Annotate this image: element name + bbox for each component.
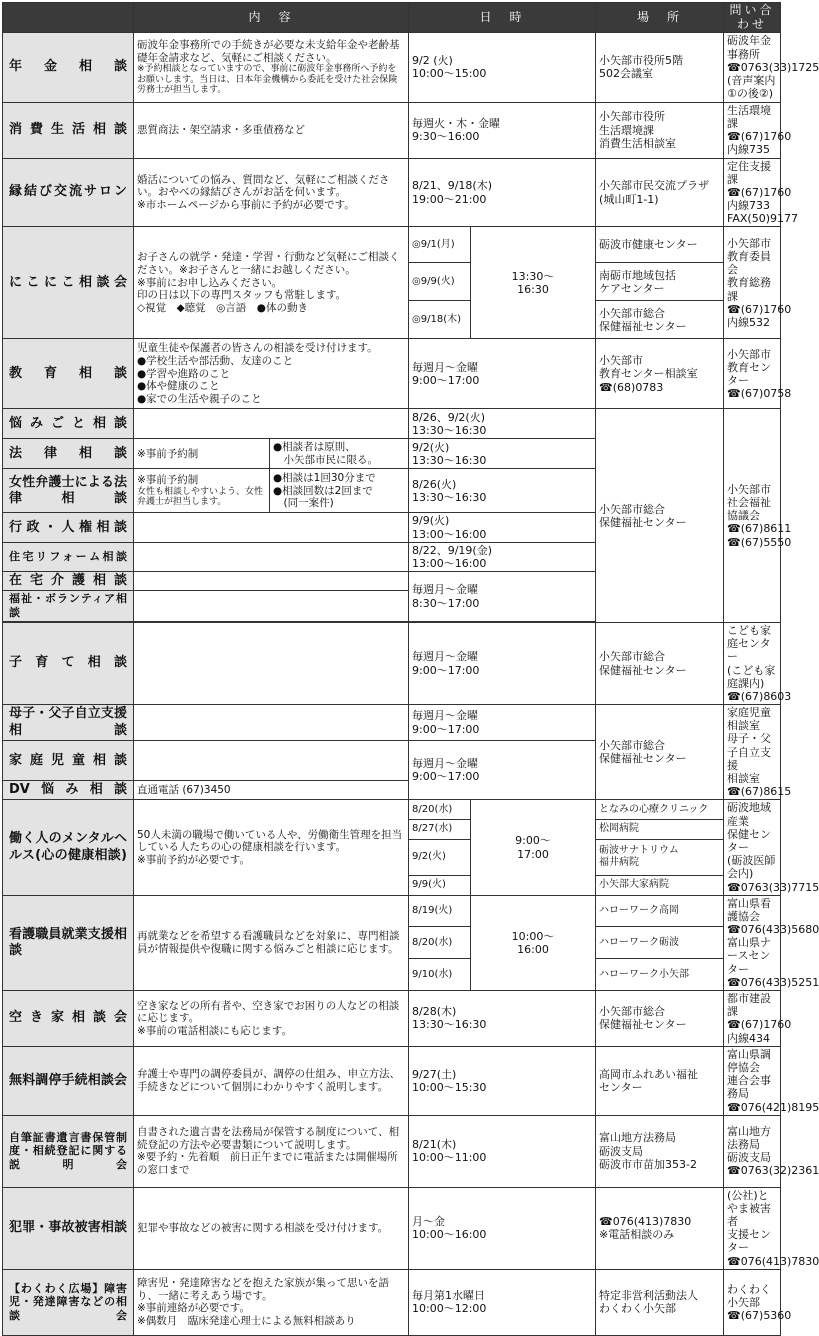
childcare-date: 毎週月〜金曜 9:00〜17:00 xyxy=(409,622,596,704)
table-row xyxy=(3,32,781,102)
table-row xyxy=(3,991,781,1047)
wakuwaku-date: 毎月第1水曜日 10:00〜12:00 xyxy=(409,1269,596,1335)
mental-content: 50人未満の職場で働いている人や、労働衛生管理を担当している人たちの心の健康相談を行います。 ※事前予約が必要です。 xyxy=(134,800,409,895)
consumer-content: 悪質商法・架空請求・多重債務など xyxy=(134,102,409,158)
crime-contact: (公社)とやま被害者 支援センター ☎076(413)7830 xyxy=(724,1187,781,1269)
matchmaking-place: 小矢部市民交流プラザ (城山町1-1) xyxy=(596,158,724,227)
mediation-name: 無料調停手続相談会 xyxy=(3,1046,134,1115)
homecare-content xyxy=(134,572,409,591)
worries-name: 悩みごと相談 xyxy=(3,409,134,439)
nurse-place-1: ハローワーク高岡 xyxy=(596,895,724,927)
table-row xyxy=(3,800,781,820)
header-content: 内 容 xyxy=(134,3,409,33)
nikoniko-name: にこにこ相談会 xyxy=(3,227,134,339)
crime-place: ☎076(413)7830 ※電話相談のみ xyxy=(596,1187,724,1269)
vacant-contact: 都市建設課 ☎(67)1760 内線434 xyxy=(724,991,781,1047)
header-blank xyxy=(3,3,134,33)
nikoniko-date-3: ◎9/18(木) xyxy=(409,301,471,339)
education-date: 毎週月〜金曜 9:00〜17:00 xyxy=(409,339,596,409)
table-row xyxy=(3,409,781,439)
worries-content xyxy=(134,409,409,439)
nurse-date-2: 8/20(水) xyxy=(409,927,471,959)
wakuwaku-contact: わくわく小矢部 ☎(67)5360 xyxy=(724,1269,781,1335)
pension-contact: 砺波年金事務所 ☎0763(33)1725 (音声案内①の後②) xyxy=(724,32,781,102)
shakyo-place: 小矢部市総合 保健福祉センター xyxy=(596,409,724,623)
mediation-date: 9/27(土) 10:00〜15:30 xyxy=(409,1046,596,1115)
matchmaking-date: 8/21、9/18(木) 19:00〜21:00 xyxy=(409,158,596,227)
will-content: 自書された遺言書を法務局が保管する制度について、相続登記の方法や必要書類について説明します。 ※要予約・先着順 前日正午までに電話または開催場所の窓口まで xyxy=(134,1115,409,1187)
mental-time: 9:00〜 17:00 xyxy=(471,800,596,895)
education-place: 小矢部市 教育センター相談室 ☎(68)0783 xyxy=(596,339,724,409)
vacant-name: 空き家相談会 xyxy=(3,991,134,1047)
women-note-cell xyxy=(134,469,270,513)
dv-content: 直通電話 (67)3450 xyxy=(134,781,409,800)
mental-place-4: 小矢部大家病院 xyxy=(596,876,724,896)
reform-date: 8/22、9/19(金) 13:00〜16:00 xyxy=(409,542,596,571)
nikoniko-contact: 小矢部市教育委員会 教育総務課 ☎(67)1760 内線532 xyxy=(724,227,781,339)
family-place: 小矢部市総合 保健福祉センター xyxy=(596,705,724,800)
wakuwaku-content: 障害児・発達障害などを抱えた家族が集って思いを語り、一緒に考えあう場です。 ※事前連絡が必要です。 ※偶数月 臨床発達心理士による無料相談あり xyxy=(134,1269,409,1335)
nikoniko-content: お子さんの就学・発達・学習・行動など気軽にご相談ください。※お子さんと一緒にお越しください。 ※事前にお申し込みください。 印の日は以下の専門スタッフも常駐します。 ◇視覚 ◆聴覚 ◎言語 ●体の動き xyxy=(134,227,409,339)
matchmaking-contact: 定住支援課 ☎(67)1760 内線733 FAX(50)9177 xyxy=(724,158,781,227)
table-row xyxy=(3,158,781,227)
vacant-content: 空き家などの所有者や、空き家でお困りの人などの相談に応じます。 ※事前の電話相談にも応じます。 xyxy=(134,991,409,1047)
nurse-date-1: 8/19(火) xyxy=(409,895,471,927)
header-datetime: 日 時 xyxy=(409,3,596,33)
women-note: ※事前予約制 xyxy=(137,474,199,487)
pension-note: ※予約相談となっていますので、事前に砺波年金事務所へ予約をお願いします。当日は、日本年金機構から委託を受けた社会保険労務士が担当します。 xyxy=(137,64,398,96)
women-date: 8/26(火) 13:30〜16:30 xyxy=(409,469,596,513)
nikoniko-time: 13:30〜 16:30 xyxy=(471,227,596,339)
education-contact: 小矢部市 教育センター ☎(67)0758 xyxy=(724,339,781,409)
homecare-date: 毎週月〜金曜 8:30〜17:00 xyxy=(409,572,596,622)
nurse-place-2: ハローワーク砺波 xyxy=(596,927,724,959)
education-name: 教育相談 xyxy=(3,339,134,409)
consumer-place: 小矢部市役所 生活環境課 消費生活相談室 xyxy=(596,102,724,158)
nikoniko-place-1: 砺波市健康センター xyxy=(596,227,724,263)
mental-contact: 砺波地域産業 保健センター (砺波医師会内) ☎0763(33)7715 xyxy=(724,800,781,895)
consumer-date: 毎週火・木・金曜 9:30〜16:00 xyxy=(409,102,596,158)
shakyo-contact: 小矢部市 社会福祉協議会 ☎(67)8611 ☎(67)5550 xyxy=(724,409,781,623)
consultation-table xyxy=(2,2,819,1336)
nurse-contact: 富山県看護協会 ☎076(433)5680 富山県ナースセンター ☎076(433)5251 xyxy=(724,895,781,990)
table-row xyxy=(3,705,781,741)
dv-date: 毎週月〜金曜 9:00〜17:00 xyxy=(409,741,596,800)
law-note: ※事前予約制 xyxy=(134,439,270,469)
nikoniko-place-3: 小矢部市総合 保健福祉センター xyxy=(596,301,724,339)
worries-date: 8/26、9/2(火) 13:30〜16:30 xyxy=(409,409,596,439)
matchmaking-name: 縁結び交流サロン xyxy=(3,158,134,227)
will-name: 自筆証書遺言書保管制度・相続登記に関する説明会 xyxy=(3,1115,134,1187)
mental-date-4: 9/9(火) xyxy=(409,876,471,896)
nurse-date-3: 9/10(水) xyxy=(409,959,471,991)
nurse-content: 再就業などを希望する看護職員などを対象に、専門相談員が情報提供や復職に関する悩みごと相談に応じます。 xyxy=(134,895,409,990)
header-place: 場 所 xyxy=(596,3,724,33)
will-date: 8/21(木) 10:00〜11:00 xyxy=(409,1115,596,1187)
table-row xyxy=(3,1046,781,1115)
consumer-contact: 生活環境課 ☎(67)1760 内線735 xyxy=(724,102,781,158)
table-row xyxy=(3,895,781,927)
single-parent-content xyxy=(134,705,409,741)
admin-date: 9/9(火) 13:00〜16:00 xyxy=(409,513,596,542)
table-row xyxy=(3,339,781,409)
single-parent-name: 母子・父子自立支援相談 xyxy=(3,705,134,741)
family-contact: 家庭児童相談室 母子・父子自立支援 相談室 ☎(67)8615 xyxy=(724,705,781,800)
home-child-content xyxy=(134,741,409,781)
mental-name: 働く人のメンタルヘルス(心の健康相談) xyxy=(3,800,134,895)
vacant-date: 8/28(木) 13:30〜16:30 xyxy=(409,991,596,1047)
mental-date-1: 8/20(水) xyxy=(409,800,471,820)
single-parent-date: 毎週月〜金曜 9:00〜17:00 xyxy=(409,705,596,741)
nikoniko-date-1: ◎9/1(月) xyxy=(409,227,471,263)
table-row xyxy=(3,102,781,158)
dv-name: DV悩み相談 xyxy=(3,781,134,800)
pension-name: 年金相談 xyxy=(3,32,134,102)
law-rule: ●相談者は原則、 小矢部市民に限る。 xyxy=(270,439,409,469)
homecare-name: 在宅介護相談 xyxy=(3,572,134,591)
nurse-place-3: ハローワーク小矢部 xyxy=(596,959,724,991)
pension-place: 小矢部市役所5階 502会議室 xyxy=(596,32,724,102)
admin-content xyxy=(134,513,409,542)
pension-content-cell xyxy=(134,32,409,102)
mental-place-2: 松岡病院 xyxy=(596,819,724,839)
home-child-name: 家庭児童相談 xyxy=(3,741,134,781)
mediation-contact: 富山県調停協会 連合会事務局 ☎076(421)8195 xyxy=(724,1046,781,1115)
header-contact: 問い合わせ xyxy=(724,3,781,33)
table-row xyxy=(3,227,781,263)
table-row xyxy=(3,1115,781,1187)
welfare-name: 福祉・ボランティア相談 xyxy=(3,591,134,622)
wakuwaku-place: 特定非営利活動法人 わくわく小矢部 xyxy=(596,1269,724,1335)
nikoniko-date-2: ◎9/9(火) xyxy=(409,263,471,301)
childcare-contact: こども家庭センター (こども家庭課内) ☎(67)8603 xyxy=(724,622,781,704)
mental-place-1: となみの心療クリニック xyxy=(596,800,724,820)
matchmaking-content: 婚活についての悩み、質問など、気軽にご相談ください。おやべの縁結びさんがお話を伺います。 ※市ホームページから事前に予約が必要です。 xyxy=(134,158,409,227)
women-rule: ●相談は1回30分まで ●相談回数は2回まで (同一案件) xyxy=(270,469,409,513)
women-law-name: 女性弁護士による法律相談 xyxy=(3,469,134,513)
reform-name: 住宅リフォーム相談 xyxy=(3,542,134,571)
table-row xyxy=(3,622,781,704)
childcare-name: 子育て相談 xyxy=(3,622,134,704)
mediation-content: 弁護士や専門の調停委員が、調停の仕組み、申立方法、手続きなどについて個別にわかりやすく説明します。 xyxy=(134,1046,409,1115)
consumer-name: 消費生活相談 xyxy=(3,102,134,158)
law-name: 法律相談 xyxy=(3,439,134,469)
welfare-content xyxy=(134,591,409,622)
women-small: 女性も相談しやすいよう、女性弁護士が担当します。 xyxy=(137,486,264,508)
childcare-content xyxy=(134,622,409,704)
mental-date-3: 9/2(火) xyxy=(409,839,471,876)
mental-date-2: 8/27(水) xyxy=(409,819,471,839)
mental-place-3: 砺波サナトリウム 福井病院 xyxy=(596,839,724,876)
mediation-place: 高岡市ふれあい福祉 センター xyxy=(596,1046,724,1115)
table-row xyxy=(3,1187,781,1269)
childcare-place: 小矢部市総合 保健福祉センター xyxy=(596,622,724,704)
wakuwaku-name: 【わくわく広場】障害児・発達障害などの相談会 xyxy=(3,1269,134,1335)
crime-content: 犯罪や事故などの被害に関する相談を受け付けます。 xyxy=(134,1187,409,1269)
admin-name: 行政・人権相談 xyxy=(3,513,134,542)
crime-date: 月〜金 10:00〜16:00 xyxy=(409,1187,596,1269)
pension-date: 9/2 (火) 10:00〜15:00 xyxy=(409,32,596,102)
crime-name: 犯罪・事故被害相談 xyxy=(3,1187,134,1269)
reform-content xyxy=(134,542,409,571)
education-content: 児童生徒や保護者の皆さんの相談を受け付けます。 ●学校生活や部活動、友達のこと ●学習や進路のこと ●体や健康のこと ●家での生活や親子のこと xyxy=(134,339,409,409)
vacant-place: 小矢部市総合 保健福祉センター xyxy=(596,991,724,1047)
nurse-name: 看護職員就業支援相談 xyxy=(3,895,134,990)
nikoniko-place-2: 南砺市地域包括 ケアセンター xyxy=(596,263,724,301)
law-date: 9/2(火) 13:30〜16:30 xyxy=(409,439,596,469)
nurse-time: 10:00〜 16:00 xyxy=(471,895,596,990)
table-row xyxy=(3,1269,781,1335)
will-place: 富山地方法務局 砺波支局 砺波市市苗加353-2 xyxy=(596,1115,724,1187)
header-row xyxy=(3,3,781,33)
pension-content: 砺波年金事務所での手続きが必要な未支給年金や老齢基礎年金請求など、気軽にご相談ください。 xyxy=(137,39,400,64)
will-contact: 富山地方法務局 砺波支局 ☎0763(32)2361 xyxy=(724,1115,781,1187)
